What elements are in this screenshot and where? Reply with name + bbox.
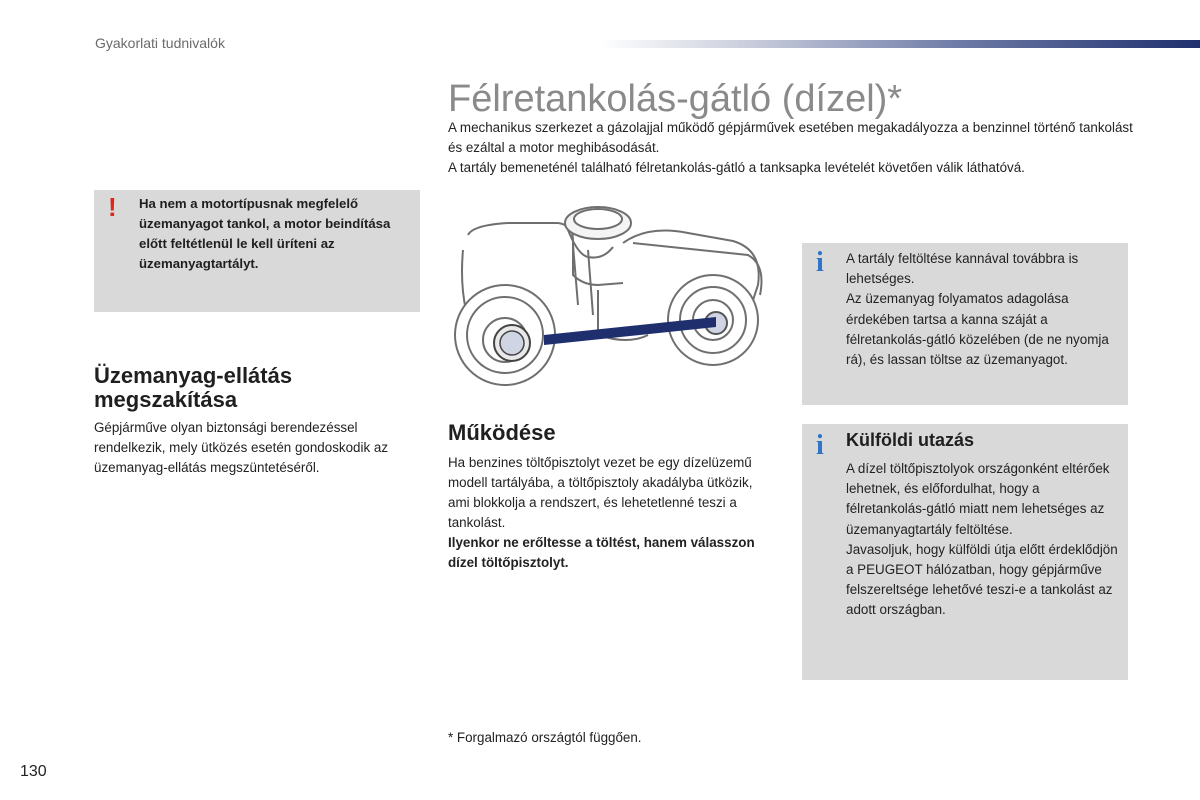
operation-body [448,453,768,573]
fuel-cut-title: Üzemanyag-ellátás megszakítása [94,363,293,412]
page-title: Félretankolás-gátló (dízel)* [448,78,903,120]
page-number: 130 [20,763,47,780]
fuel-inlet-illustration [448,195,778,410]
operation-title: Működése [448,420,556,445]
operation-warning-text: Ilyenkor ne erőltesse a töltést, hanem válasszon dízel töltőpisztolyt. [448,535,755,570]
intro-text [448,118,1148,178]
info-canister-paragraph-2: Az üzemanyag folyamatos adagolása érdekében tartsa a kanna száját a félretankolás-gátló közelében (de ne nyomja rá), és lassan töltse az üzemanyagot. [846,291,1109,368]
info-abroad-title: Külföldi utazás [846,430,975,450]
warning-icon: ! [108,192,117,222]
info-abroad-paragraph-2: Javasoljuk, hogy külföldi útja előtt érdeklődjön a PEUGEOT hálózatban, hogy gépjárműve felszereltsége lehetővé teszi-e a tankolást az adott országban. [846,541,1118,618]
info-icon: i [816,430,824,461]
warning-text: Ha nem a motortípusnak megfelelő üzemanyagot tankol, a motor beindítása előtt feltétlenül le kell üríteni az üzemanyagtartályt. [139,196,391,271]
info-abroad-text [846,459,1118,621]
running-header: Gyakorlati tudnivalók [95,35,225,51]
operation-text: Ha benzines töltőpisztolyt vezet be egy dízelüzemű modell tartályába, a töltőpisztoly akadályba ütközik, ami blokkolja a rendszert, és lehetetlenné teszi a tankolást. [448,455,753,530]
intro-paragraph-1: A mechanikus szerkezet a gázolajjal működő gépjárművek esetében megakadályozza a benzinnel történő tankolást és ezáltal a motor meghibásodását. [448,120,1133,155]
info-canister-paragraph-1: A tartály feltöltése kannával továbbra is lehetséges. [846,251,1079,287]
info-abroad-paragraph-1: A dízel töltőpisztolyok országonként eltérőek lehetnek, és előfordulhat, hogy a félretankolás-gátló miatt nem lehetséges az üzemanyagtartály feltöltése. [846,461,1110,537]
info-icon: i [816,247,824,278]
info-canister-text [846,249,1118,370]
footnote: * Forgalmazó országtól függően. [448,730,642,745]
header-gradient-bar [600,40,1200,48]
intro-paragraph-2: A tartály bemeneténél található félretankolás-gátló a tanksapka levételét követően válik láthatóvá. [448,160,1025,175]
fuel-cut-body: Gépjárműve olyan biztonsági berendezéssel rendelkezik, mely ütközés esetén gondoskodik az üzemanyag-ellátás megszüntetéséről. [94,420,389,475]
